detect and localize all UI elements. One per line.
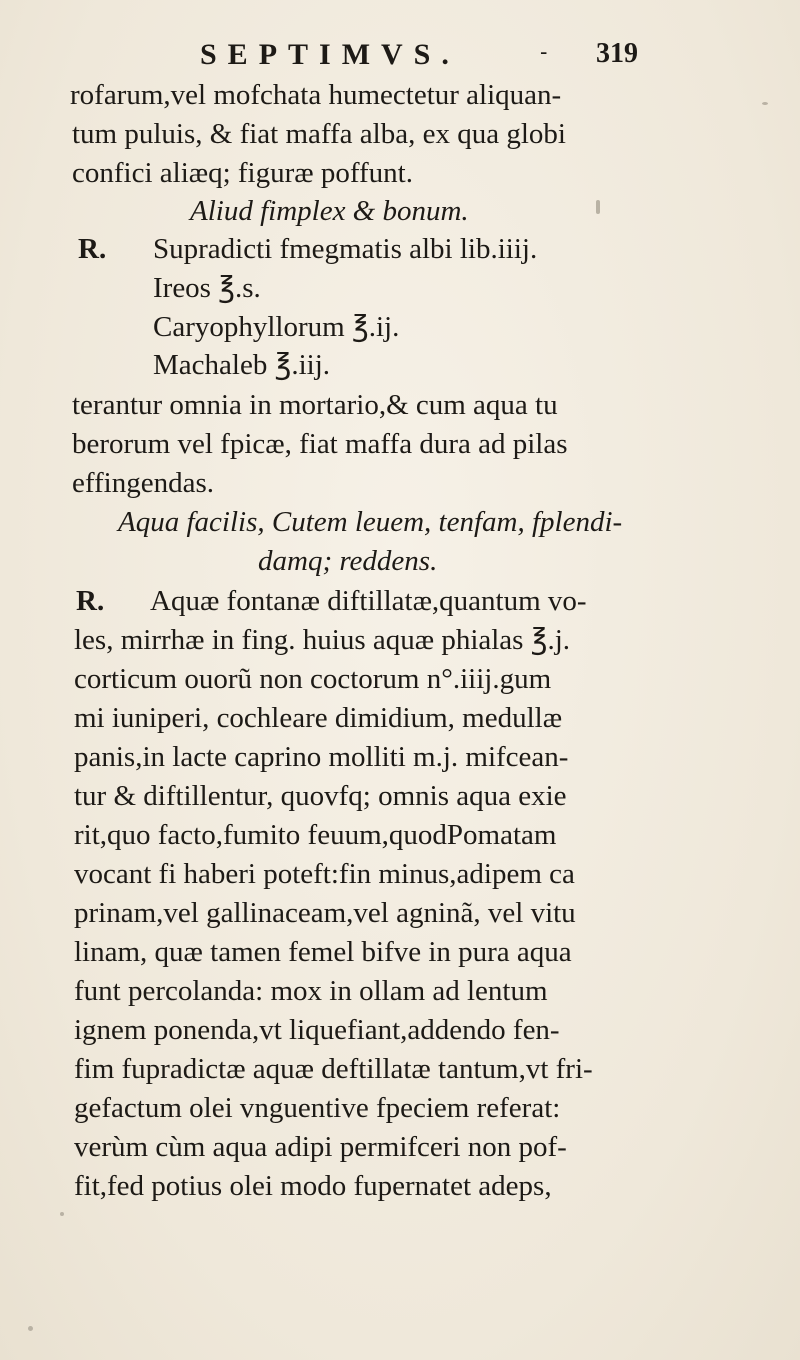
text-line: corticum ouorũ non coctorum n°.iiij.gum — [74, 663, 552, 695]
text-line: linam, quæ tamen femel bifve in pura aqua — [74, 936, 572, 968]
text-line: fit,fed potius olei modo fupernatet adeps, — [74, 1170, 552, 1202]
text-line: fim fupradictæ aquæ deftillatæ tantum,vt fri- — [74, 1053, 593, 1085]
recipe-mark: R. — [78, 233, 107, 265]
text-line: les, mirrhæ in fing. huius aquæ phialas ℥.j. — [74, 624, 571, 656]
ingredient-line: Supradicti fmegmatis albi lib.iiij. — [153, 233, 538, 265]
text-line: funt percolanda: mox in ollam ad lentum — [74, 975, 548, 1007]
page-number: 319 — [596, 38, 638, 69]
text-line: Aquæ fontanæ diftillatæ,quantum vo- — [150, 585, 587, 617]
ingredient-line: Caryophyllorum ℥.ij. — [153, 311, 400, 343]
ingredient-line: Machaleb ℥.iij. — [153, 349, 331, 381]
text-line: rofarum,vel mofchata humectetur aliquan- — [70, 79, 562, 111]
paper-speck — [60, 1212, 64, 1216]
ingredient-line: Ireos ℥.s. — [153, 272, 261, 304]
page-header — [0, 38, 800, 78]
paper-speck — [596, 200, 600, 214]
paper-speck — [28, 1326, 33, 1331]
text-line: gefactum olei vnguentive fpeciem referat: — [74, 1092, 561, 1124]
header-dash: - — [540, 40, 548, 65]
text-line: tum puluis, & fiat maffa alba, ex qua globi — [72, 118, 566, 150]
text-line: vocant fi haberi poteft:fin minus,adipem ca — [74, 858, 575, 890]
paper-speck — [762, 102, 768, 105]
text-line: prinam,vel gallinaceam,vel agninã, vel vitu — [74, 897, 576, 929]
recipe-heading-continued: damq; reddens. — [258, 545, 438, 577]
text-line: ignem ponenda,vt liquefiant,addendo fen- — [74, 1014, 560, 1046]
text-line: panis,in lacte caprino molliti m.j. mifcean- — [74, 741, 569, 773]
recipe-heading: Aliud fimplex & bonum. — [190, 195, 469, 227]
recipe-mark: R. — [76, 585, 105, 617]
recipe-heading: Aqua facilis, Cutem leuem, tenfam, fplendi- — [118, 506, 623, 538]
text-line: tur & diftillentur, quovfq; omnis aqua exie — [74, 780, 567, 812]
text-line: berorum vel fpicæ, fiat maffa dura ad pilas — [72, 428, 568, 460]
text-line: verùm cùm aqua adipi permifceri non pof- — [74, 1131, 567, 1163]
text-line: rit,quo facto,fumito feuum,quodPomatam — [74, 819, 557, 851]
text-line: mi iuniperi, cochleare dimidium, medullæ — [74, 702, 563, 734]
running-title: SEPTIMVS. — [200, 38, 460, 71]
text-line: effingendas. — [72, 467, 214, 499]
text-line: terantur omnia in mortario,& cum aqua tu — [72, 389, 558, 421]
text-line: confici aliæq; figuræ poffunt. — [72, 157, 413, 189]
